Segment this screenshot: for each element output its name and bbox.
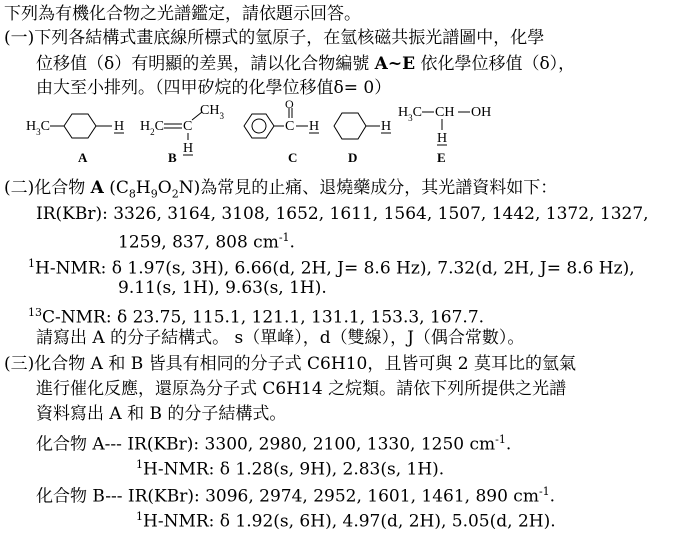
structure-C (244, 100, 319, 165)
q3-a-ir: 化合物 A--- IR(KBr): 3300, 2980, 2100, 1330, 1250 $cm^{-1}$. (36, 433, 512, 455)
intro-text: 下列為有機化合物之光譜鑑定，請依題示回答。 (4, 4, 361, 24)
svg-text:C: C (285, 119, 295, 134)
svg-text:CH: CH (435, 105, 455, 120)
svg-text:O: O (285, 100, 294, 111)
q2-intro: (二)化合物 A $(C_8H_9O_2N)$為常見的止痛、退燒藥成分，其光譜資料如下： (4, 178, 558, 201)
q3-line3: 資料寫出 A 和 B 的分子結構式。 (36, 404, 287, 424)
structure-A (26, 114, 124, 165)
q2-hnmr-line1: $^1$H-NMR: δ 1.97(s, 3H), 6.66(d, 2H, J= 8.6 Hz), 7.32(d, 2H, J= 8.6 Hz), (28, 257, 635, 279)
structure-D (334, 113, 391, 165)
svg-text:H: H (437, 131, 448, 146)
q3-b-ir: 化合物 B--- IR(KBr): 3096, 2974, 2952, 1601, 1461, 890 $cm^{-1}$. (36, 485, 556, 507)
svg-text:H: H (381, 119, 392, 134)
q3-b-hnmr: $^1$H-NMR: δ 1.92(s, 6H), 4.97(d, 2H), 5.05(d, 2H). (136, 510, 556, 532)
q1-marker: (一) (4, 28, 35, 48)
structure-row (0, 100, 689, 170)
q2-ir-line1: IR(KBr): 3326, 3164, 3108, 1652, 1611, 1564, 1507, 1442, 1372, 1327, (36, 204, 649, 224)
svg-text:H3C: $H_3C$ (26, 119, 50, 137)
q2-cnmr: $^{13}$C-NMR: δ 23.75, 115.1, 121.1, 131.1, 153.3, 167.7. (28, 306, 485, 328)
label-D: D (348, 150, 358, 165)
q1-line2: 位移值（δ）有明顯的差異，請以化合物編號 A~E 依化學位移值（δ）， (36, 54, 576, 74)
label-C: C (288, 150, 298, 165)
svg-text:H2C: $H_2C$ (140, 119, 164, 137)
label-B: B (168, 150, 177, 165)
q3-line2: 進行催化反應，還原為分子式 C6H14 之烷類。請依下列所提供之光譜 (36, 379, 567, 399)
svg-text:CH3: $CH_3$ (200, 103, 224, 121)
svg-text:C: C (183, 119, 193, 134)
q3-line1: (三)化合物 A 和 B 皆具有相同的分子式 C6H10，且皆可與 2 莫耳比的氫氣 (4, 354, 576, 374)
q1-line1: (一)下列各結構式畫底線所標式的氫原子，在氫核磁共振光譜圖中，化學 (4, 28, 545, 48)
label-A: A (78, 150, 88, 165)
label-E: E (437, 150, 446, 165)
structure-B (140, 103, 224, 165)
structure-E (398, 105, 491, 165)
svg-text:H: H (114, 119, 125, 134)
svg-text:OH: OH (471, 105, 492, 120)
q3-a-hnmr: $^1$H-NMR: δ 1.28(s, 9H), 2.83(s, 1H). (136, 458, 445, 480)
q2-ask: 請寫出 A 的分子結構式。 s（單峰），d（雙線），J（偶合常數）。 (36, 328, 525, 348)
q2-hnmr-line2: 9.11(s, 1H), 9.63(s, 1H). (118, 278, 327, 298)
svg-text:H: H (183, 141, 194, 156)
q1-line3: 由大至小排列。（四甲矽烷的化學位移值δ= 0） (36, 78, 392, 98)
svg-text:H: H (309, 119, 320, 134)
svg-text:H3C: $H_3C$ (398, 105, 422, 123)
q2-ir-line2: 1259, 837, 808 $cm^{-1}$. (118, 231, 295, 253)
